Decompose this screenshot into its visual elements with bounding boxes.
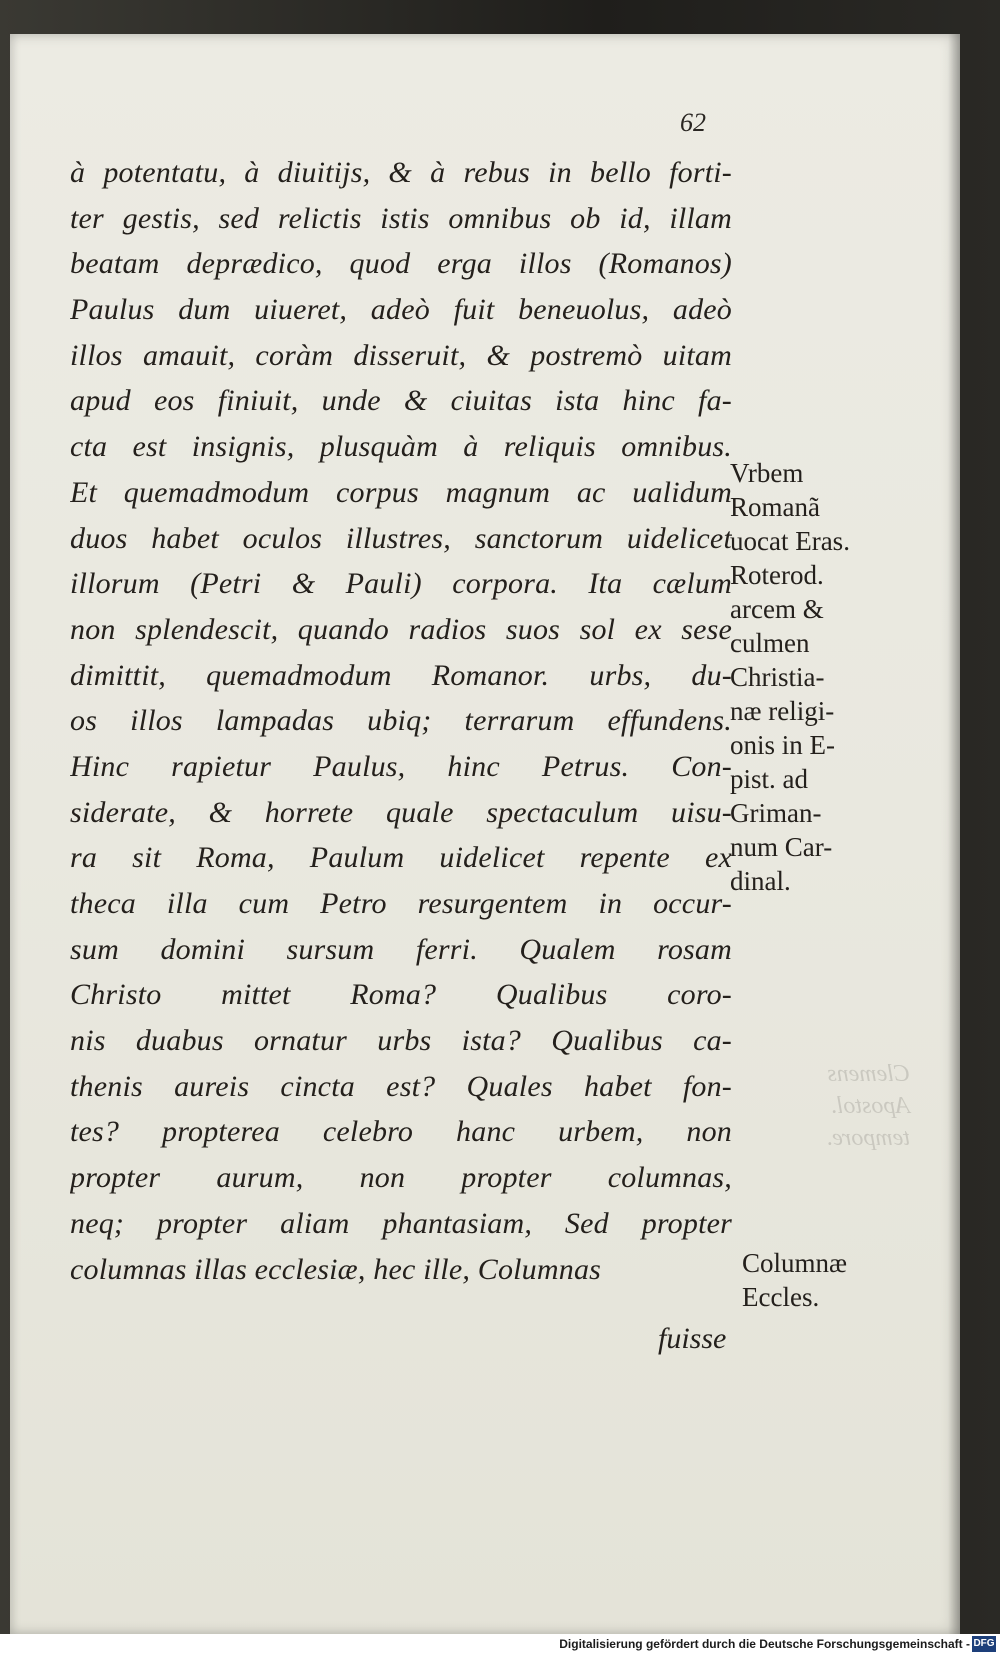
page-gutter-shadow xyxy=(948,34,960,1634)
text-line: ter gestis, sed relictis istis omnibus ob id, illam xyxy=(70,201,732,235)
text-line: theca illa cum Petro resurgentem in occur- xyxy=(70,887,732,920)
marginal-note-line: uocat Eras. xyxy=(730,526,850,556)
marginal-note-line: Romanã xyxy=(730,492,820,522)
catchword: fuisse xyxy=(658,1322,727,1355)
text-line: thenis aureis cincta est? Quales habet fon- xyxy=(70,1069,732,1103)
marginal-note-line: arcem & xyxy=(730,594,824,624)
marginal-note-line: pist. ad xyxy=(730,764,808,794)
bleed-through-line: Clemens xyxy=(827,1061,910,1087)
marginal-note-line: Columnæ xyxy=(742,1248,848,1278)
text-line: Hinc rapietur Paulus, hinc Petrus. Con- xyxy=(70,749,732,783)
text-line: os illos lampadas ubiq; terrarum effundens. xyxy=(70,704,732,738)
marginal-note-line: Griman- xyxy=(730,798,822,828)
marginal-note-line: Christia- xyxy=(730,662,825,692)
text-line: sum domini sursum ferri. Qualem rosam xyxy=(70,932,732,966)
text-line: dimittit, quemadmodum Romanor. urbs, du- xyxy=(70,658,732,692)
text-line: columnas illas ecclesiæ, hec ille, Columnas xyxy=(70,1252,602,1286)
page-number: 62 xyxy=(680,108,706,137)
text-line: à potentatu, à diuitijs, & à rebus in bello forti- xyxy=(70,156,732,189)
marginal-note-rome xyxy=(730,456,850,898)
text-line: duos habet oculos illustres, sanctorum uidelicet xyxy=(70,521,732,555)
text-line: neq; propter aliam phantasiam, Sed propter xyxy=(70,1206,732,1240)
main-text-block xyxy=(70,150,732,1292)
marginal-note-line: Vrbem xyxy=(730,458,804,488)
text-line: siderate, & horrete quale spectaculum uisu- xyxy=(70,795,732,829)
text-line: beatam deprædico, quod erga illos (Romanos) xyxy=(70,247,732,281)
text-line: non splendescit, quando radios suos sol ex sese xyxy=(70,612,732,646)
bleed-through-line: tempore. xyxy=(826,1125,910,1151)
marginal-note-line: onis in E- xyxy=(730,730,835,760)
text-line: illorum (Petri & Pauli) corpora. Ita cælum xyxy=(70,567,732,601)
marginal-note-line: num Car- xyxy=(730,832,833,862)
marginal-note-line: Roterod. xyxy=(730,560,824,590)
text-line: nis duabus ornatur urbs ista? Qualibus ca- xyxy=(70,1024,732,1058)
marginal-note-line: culmen xyxy=(730,628,810,658)
marginal-note-line: næ religi- xyxy=(730,696,835,726)
text-line: illos amauit, coràm disseruit, & postremò uitam xyxy=(70,338,732,372)
marginal-note-columns xyxy=(742,1246,847,1314)
text-line: Et quemadmodum corpus magnum ac ualidum xyxy=(70,475,732,509)
bleed-through-line: Apostol. xyxy=(830,1093,910,1119)
text-line: apud eos finiuit, unde & ciuitas ista hinc fa- xyxy=(70,384,732,418)
text-line: ra sit Roma, Paulum uidelicet repente ex xyxy=(70,841,732,875)
bleed-through-text xyxy=(790,1058,910,1154)
text-line: cta est insignis, plusquàm à reliquis omnibus. xyxy=(70,430,732,464)
text-line: propter aurum, non propter columnas, xyxy=(70,1161,732,1195)
dfg-logo-icon: DFG xyxy=(972,1636,996,1652)
digitization-credit: Digitalisierung gefördert durch die Deutsche Forschungsgemeinschaft - xyxy=(559,1637,970,1651)
text-line: Christo mittet Roma? Qualibus coro- xyxy=(70,978,732,1012)
marginal-note-line: dinal. xyxy=(730,866,791,896)
text-line: tes? propterea celebro hanc urbem, non xyxy=(70,1115,732,1149)
text-line: Paulus dum uiueret, adeò fuit beneuolus, adeò xyxy=(70,293,732,327)
marginal-note-line: Eccles. xyxy=(742,1282,820,1312)
